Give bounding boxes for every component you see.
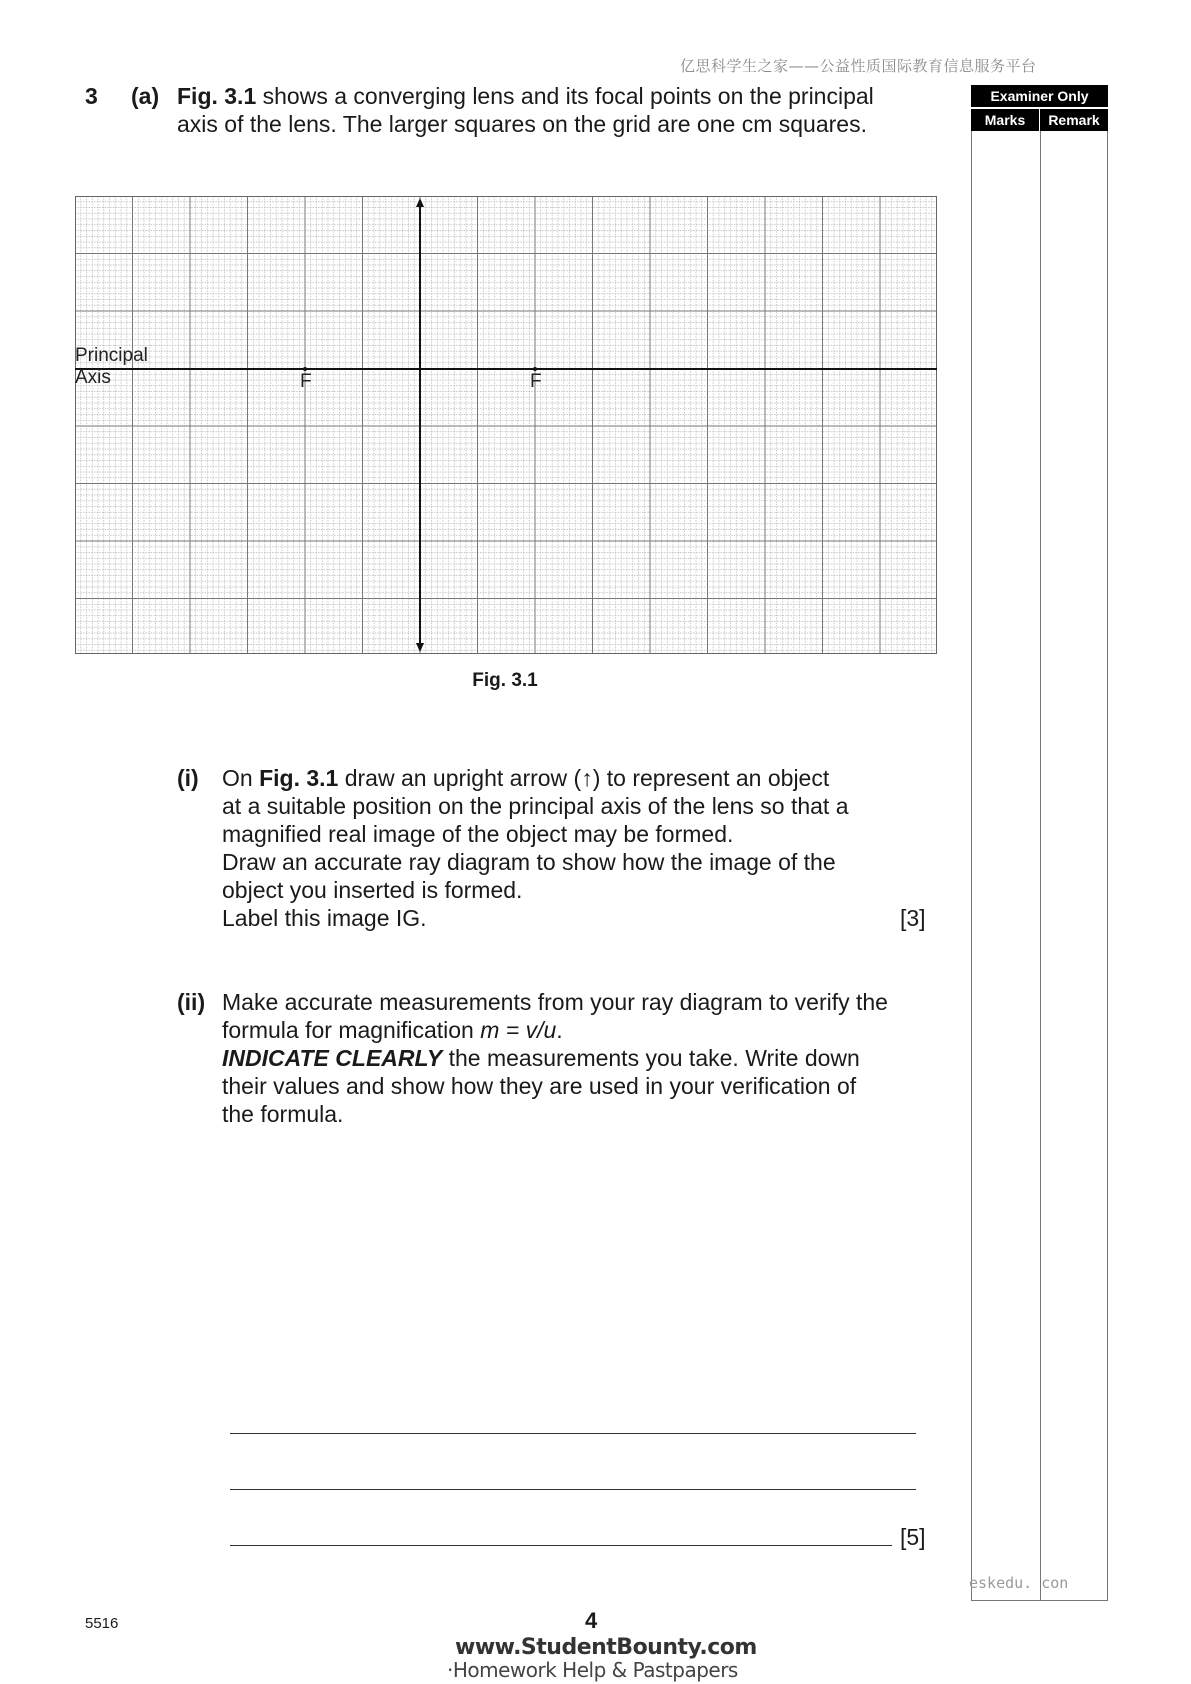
part-ii-line2-post: . (556, 1017, 563, 1043)
intro-text: shows a converging lens and its focal points on the principal (256, 83, 874, 109)
part-ii-line4: their values and show how they are used in your verification of (222, 1073, 857, 1099)
lens-bottom-arrowhead (416, 643, 424, 652)
part-ii-line1: Make accurate measurements from your ray diagram to verify the (222, 989, 888, 1015)
part-ii-line3-post: the measurements you take. Write down (442, 1045, 860, 1071)
part-ii-line2 (222, 1016, 563, 1044)
question-intro-line1 (177, 82, 874, 110)
magnification-formula: m = v/u (480, 1017, 557, 1043)
examiner-only-column (971, 85, 1108, 1602)
question-number: 3 (85, 83, 98, 109)
part-i-line1-pre: On (222, 765, 260, 791)
studentbounty-tagline: ·Homework Help & Pastpapers (447, 1658, 738, 1682)
focal-label-left: F (300, 371, 312, 392)
part-ii-line5: the formula. (222, 1101, 344, 1127)
answer-line-2[interactable] (230, 1489, 916, 1490)
part-i-line3: magnified real image of the object may be formed. (222, 821, 734, 847)
part-i-line1 (222, 764, 829, 792)
part-ii-line3 (222, 1044, 860, 1072)
part-i-line4: Draw an accurate ray diagram to show how the image of the (222, 849, 836, 875)
indicate-clearly-text: INDICATE CLEARLY (222, 1045, 443, 1071)
question-intro-line2: axis of the lens. The larger squares on the grid are one cm squares. (177, 111, 867, 137)
fig-reference: Fig. 3.1 (177, 83, 257, 109)
part-i-fig-reference: Fig. 3.1 (259, 765, 339, 791)
studentbounty-url[interactable]: www.StudentBounty.com (455, 1635, 757, 1660)
lens-grid-svg[interactable] (75, 196, 937, 654)
figure-3-1[interactable] (75, 196, 937, 654)
figure-caption: Fig. 3.1 (472, 670, 538, 691)
answer-line-3[interactable] (230, 1545, 892, 1546)
answer-line-1[interactable] (230, 1433, 916, 1434)
lens-top-arrowhead (416, 198, 424, 207)
eskedu-watermark: eskedu. con (969, 1574, 1069, 1592)
focal-label-right: F (530, 371, 542, 392)
part-a-label: (a) (131, 83, 160, 109)
part-i-marks: [3] (900, 905, 926, 931)
remark-column[interactable] (1041, 131, 1107, 1600)
principal-axis-label-line2: Axis (75, 367, 111, 388)
marks-column[interactable] (972, 131, 1041, 1600)
examiner-only-title: Examiner Only (971, 85, 1108, 107)
part-ii-label: (ii) (177, 989, 206, 1015)
examiner-body (971, 131, 1108, 1601)
part-ii-line2-pre: formula for magnification (222, 1017, 481, 1043)
part-i-label: (i) (177, 765, 199, 791)
part-i-line6: Label this image IG. (222, 905, 427, 931)
paper-code: 5516 (85, 1615, 119, 1632)
part-i-line5: object you inserted is formed. (222, 877, 523, 903)
examiner-header-row (971, 109, 1108, 131)
principal-axis-label (75, 345, 148, 389)
part-i-line1-post: draw an upright arrow (↑) to represent an object (338, 765, 830, 791)
marks-header: Marks (971, 109, 1039, 131)
part-i-line2: at a suitable position on the principal axis of the lens so that a (222, 793, 849, 819)
remark-header: Remark (1040, 109, 1108, 131)
page-number: 4 (585, 1608, 598, 1633)
top-watermark: 亿思科学生之家——公益性质国际教育信息服务平台 (680, 57, 1037, 75)
principal-axis-label-line1: Principal (75, 345, 148, 366)
part-ii-marks: [5] (900, 1524, 926, 1550)
